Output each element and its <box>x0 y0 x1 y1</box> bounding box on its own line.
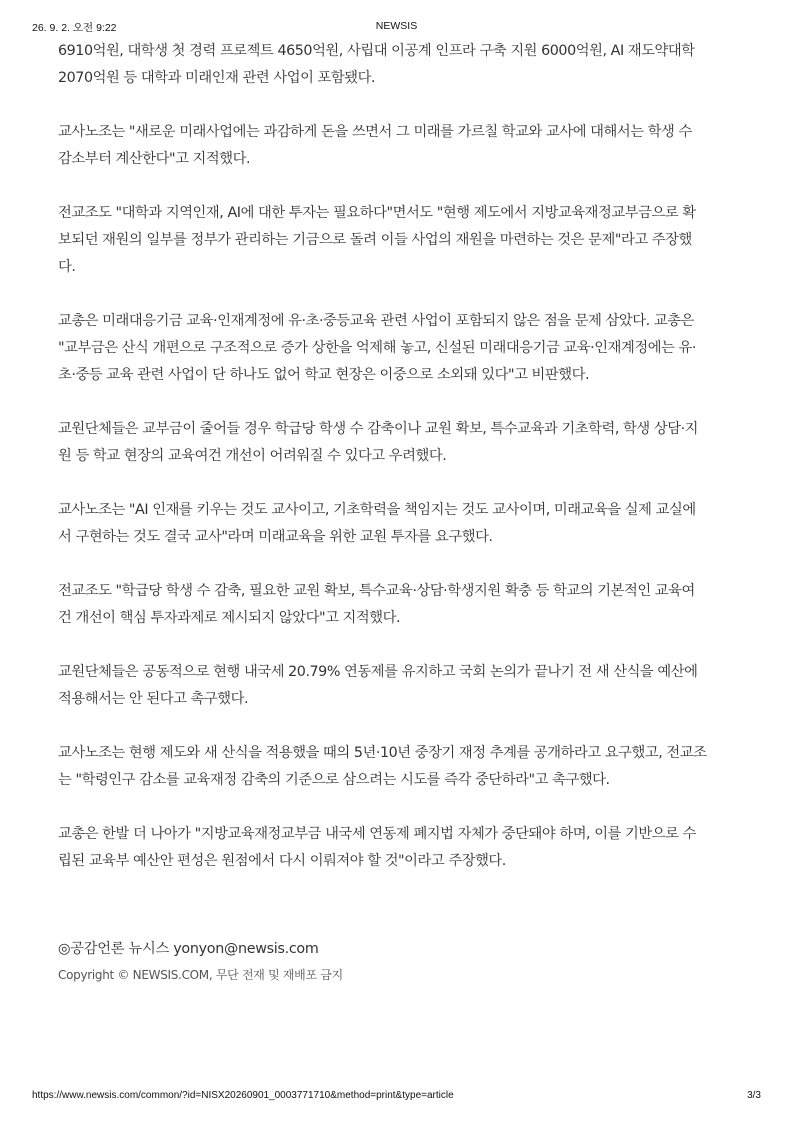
article-body <box>58 38 738 902</box>
article-paragraph: 전교조도 "대학과 지역인재, AI에 대한 투자는 필요하다"면서도 "현행 제도에서 지방교육재정교부금으로 확 보되던 재원의 일부를 정부가 관리하는 기금으로 돌려 이들 사업의 재원을 마련하는 것은 문제"라고 주장했 다. <box>58 205 696 275</box>
article-paragraph: 교총은 한발 더 나아가 "지방교육재정교부금 내국세 연동제 폐지법 자체가 중단돼야 하며, 이를 기반으로 수 립된 교육부 예산안 편성은 원점에서 다시 이뤄져야 할 것"이라고 주장했다. <box>58 826 696 869</box>
print-datetime: 26. 9. 2. 오전 9:22 <box>32 22 117 34</box>
article-paragraph: 교사노조는 "AI 인재를 키우는 것도 교사이고, 기초학력을 책임지는 것도 교사이며, 미래교육을 실제 교실에 서 구현하는 것도 결국 교사"라며 미래교육을 위한 교원 투자를 요구했다. <box>58 502 696 545</box>
article-paragraph: 교원단체들은 공동적으로 현행 내국세 20.79% 연동제를 유지하고 국회 논의가 끝나기 전 새 산식을 예산에 적용해서는 안 된다고 촉구했다. <box>58 664 698 707</box>
article-paragraph: 교원단체들은 교부금이 줄어들 경우 학급당 학생 수 감축이나 교원 확보, 특수교육과 기초학력, 학생 상담·지 원 등 학교 현장의 교육여건 개선이 어려워질 수 있다고 우려했다. <box>58 421 699 464</box>
article-paragraph: 교사노조는 "새로운 미래사업에는 과감하게 돈을 쓰면서 그 미래를 가르칠 학교와 교사에 대해서는 학생 수 감소부터 계산한다"고 지적했다. <box>58 124 692 167</box>
copyright-notice: Copyright © NEWSIS.COM, 무단 전재 및 재배포 금지 <box>58 968 343 982</box>
article-paragraph: 전교조도 "학급당 학생 수 감축, 필요한 교원 확보, 특수교육·상담·학생지원 확충 등 학교의 기본적인 교육여 건 개선이 핵심 투자과제로 제시되지 않았다"고 지적했다. <box>58 583 695 626</box>
article-paragraph: 교총은 미래대응기금 교육·인재계정에 유·초·중등교육 관련 사업이 포함되지 않은 점을 문제 삼았다. 교총은 "교부금은 산식 개편으로 구조적으로 증가 상한을 억제해 놓고, 신설된 미래대응기금 교육·인재계정에는 유· 초·중등 교육 관련 사업이 단 하나도 없어 학교 현장은 이중으로 소외돼 있다"고 비판했다. <box>58 313 696 383</box>
article-paragraph: 6910억원, 대학생 첫 경력 프로젝트 4650억원, 사립대 이공계 인프라 구축 지원 6000억원, AI 재도약대학 2070억원 등 대학과 미래인재 관련 사업이 포함됐다. <box>58 43 695 86</box>
print-url: https://www.newsis.com/common/?id=NISX20260901_0003771710&method=print&type=article <box>32 1090 454 1101</box>
print-site-title: NEWSIS <box>375 20 418 32</box>
article-byline: ◎공감언론 뉴시스 yonyon@newsis.com <box>58 941 319 957</box>
article-paragraph: 교사노조는 현행 제도와 새 산식을 적용했을 때의 5년·10년 중장기 재정 추계를 공개하라고 요구했고, 전교조 는 "학령인구 감소를 교육재정 감축의 기준으로 삼으려는 시도를 즉각 중단하라"고 촉구했다. <box>58 745 707 788</box>
print-page-number: 3/3 <box>747 1090 761 1101</box>
